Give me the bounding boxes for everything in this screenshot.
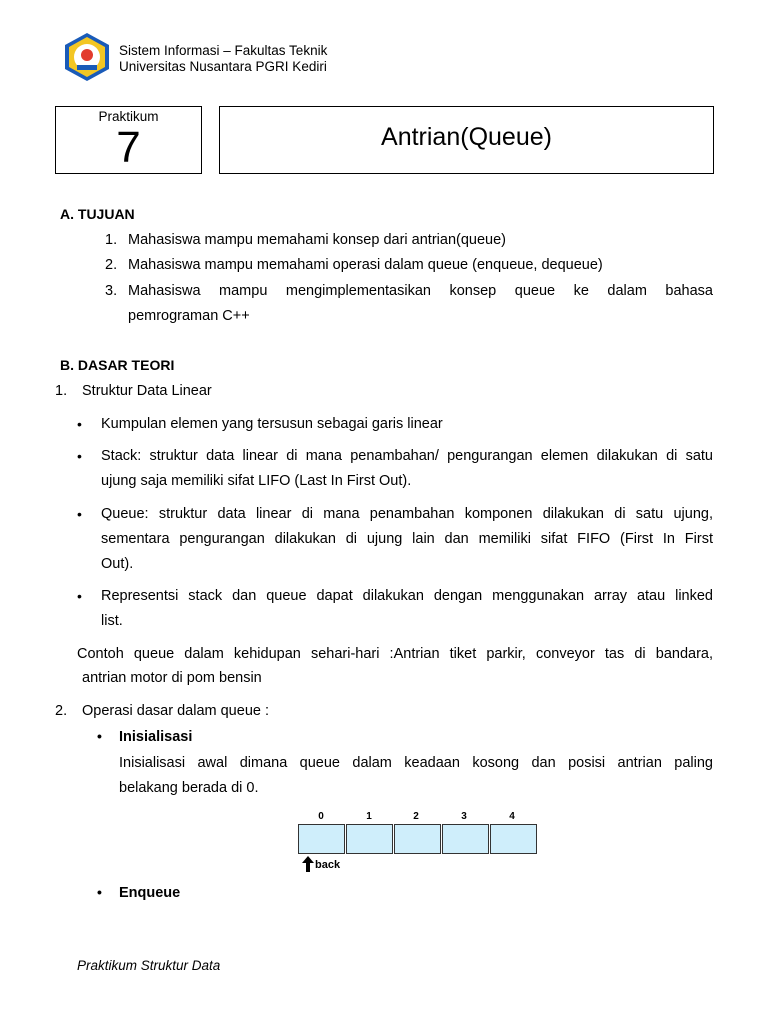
queue-index-0: 0: [318, 811, 324, 822]
op-inisialisasi-title: Inisialisasi: [119, 729, 193, 745]
queue-cell: [490, 824, 537, 854]
back-pointer-label: back: [315, 859, 341, 871]
arrow-up-icon: [302, 856, 314, 872]
objective-num-1: 1.: [105, 232, 118, 248]
op-inisialisasi-desc-line2: belakang berada di 0.: [119, 780, 259, 796]
subsection-2-num: 2.: [55, 703, 68, 719]
bullet-dot: •: [77, 416, 82, 432]
header-university: Universitas Nusantara PGRI Kediri: [119, 59, 327, 74]
subsection-2-title: Operasi dasar dalam queue :: [82, 703, 269, 719]
praktikum-box: [55, 106, 202, 174]
praktikum-number: 7: [116, 123, 141, 172]
bullet-dot: •: [97, 728, 102, 744]
bullet-dot: •: [77, 506, 82, 522]
title-box: [219, 106, 714, 174]
bullet-4-line2: list.: [101, 613, 123, 629]
queue-cell: [298, 824, 345, 854]
objective-text-1: Mahasiswa mampu memahami konsep dari antrian(queue): [128, 232, 506, 248]
op-enqueue-title: Enqueue: [119, 885, 181, 901]
bullet-dot: •: [77, 448, 82, 464]
page-title: Antrian(Queue): [381, 123, 552, 151]
objective-text-3-line1: Mahasiswa mampu mengimplementasikan konsep queue ke dalam bahasa: [128, 283, 713, 299]
bullet-3-line3: Out).: [101, 556, 134, 572]
header-department: Sistem Informasi – Fakultas Teknik: [119, 43, 328, 58]
example-line2: antrian motor di pom bensin: [82, 670, 262, 686]
objective-num-3: 3.: [105, 283, 118, 299]
university-logo: [62, 32, 112, 82]
bullet-1-line1: Kumpulan elemen yang tersusun sebagai garis linear: [101, 416, 443, 432]
queue-index-2: 2: [413, 811, 419, 822]
page-footer: Praktikum Struktur Data: [77, 958, 221, 973]
queue-index-3: 3: [461, 811, 467, 822]
bullet-3-line1: Queue: struktur data linear di mana penambahan komponen dilakukan di satu ujung,: [101, 506, 713, 522]
bullet-3-line2: sementara pengurangan dilakukan di ujung lain dan memiliki sifat FIFO (First In First: [101, 531, 713, 547]
bullet-4-line1: Representsi stack dan queue dapat dilakukan dengan menggunakan array atau linked: [101, 588, 713, 604]
op-inisialisasi-desc-line1: Inisialisasi awal dimana queue dalam keadaan kosong dan posisi antrian paling: [119, 755, 713, 771]
praktikum-label: Praktikum: [98, 109, 159, 124]
bullet-dot: •: [97, 884, 102, 900]
subsection-1-num: 1.: [55, 383, 68, 399]
bullet-2-line2: ujung saja memiliki sifat LIFO (Last In First Out).: [101, 473, 412, 489]
queue-cell: [394, 824, 441, 854]
objective-num-2: 2.: [105, 257, 118, 273]
section-b-heading: B. DASAR TEORI: [60, 357, 175, 373]
queue-cell: [442, 824, 489, 854]
queue-index-1: 1: [366, 811, 372, 822]
objective-text-2: Mahasiswa mampu memahami operasi dalam queue (enqueue, dequeue): [128, 257, 603, 273]
example-line1: Contoh queue dalam kehidupan sehari-hari :Antrian tiket parkir, conveyor tas di bandara,: [77, 646, 713, 662]
objective-text-3-line2: pemrograman C++: [128, 308, 250, 324]
subsection-1-title: Struktur Data Linear: [82, 383, 212, 399]
queue-index-4: 4: [509, 811, 515, 822]
bullet-2-line1: Stack: struktur data linear di mana penambahan/ pengurangan elemen dilakukan di satu: [101, 448, 713, 464]
queue-cell: [346, 824, 393, 854]
section-a-heading: A. TUJUAN: [60, 206, 135, 222]
bullet-dot: •: [77, 588, 82, 604]
